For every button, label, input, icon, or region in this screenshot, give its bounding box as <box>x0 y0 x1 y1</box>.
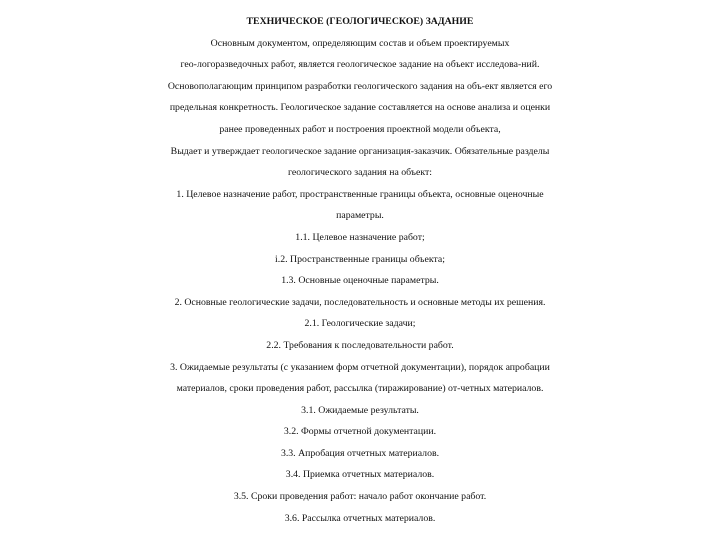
text-line: геологического задания на объект: <box>288 167 432 179</box>
list-item: 2.2. Требования к последовательности работ. <box>266 339 454 351</box>
list-item: параметры. <box>336 210 384 222</box>
list-item: 1.3. Основные оценочные параметры. <box>281 275 439 287</box>
text-line: гео-логоразведочных работ, является геологическое задание на объект исследова-ний. <box>180 59 540 71</box>
list-item: i.2. Пространственные границы объекта; <box>275 253 445 265</box>
list-item: 2.1. Геологические задачи; <box>304 318 416 330</box>
list-item: 3.2. Формы отчетной документации. <box>283 426 437 438</box>
list-item: 3.6. Рассылка отчетных материалов. <box>284 512 436 524</box>
list-item: 3.1. Ожидаемые результаты. <box>301 404 419 416</box>
list-item: 3.4. Приемка отчетных материалов. <box>285 469 435 481</box>
text-line: Основным документом, определяющим состав и объем проектируемых <box>210 37 510 49</box>
list-item: 1.1. Целевое назначение работ; <box>295 231 425 243</box>
list-item: 1. Целевое назначение работ, пространственные границы объекта, основные оценочные <box>176 188 544 200</box>
document-title: ТЕХНИЧЕСКОЕ (ГЕОЛОГИЧЕСКОЕ) ЗАДАНИЕ <box>246 16 474 27</box>
text-line: Выдает и утверждает геологическое задание организация-заказчик. Обязательные разделы <box>170 145 550 157</box>
list-item: материалов, сроки проведения работ, рассылка (тиражирование) от-четных материалов. <box>176 383 544 395</box>
list-item: 3. Ожидаемые результаты (с указанием форм отчетной документации), порядок апробации <box>170 361 550 373</box>
text-line: Основополагающим принципом разработки геологического задания на объ-ект является его <box>167 80 553 92</box>
document-body <box>0 33 720 530</box>
text-line: ранее проведенных работ и построения проектной модели объекта, <box>219 123 501 135</box>
text-line: предельная конкретность. Геологическое задание составляется на основе анализа и оценки <box>169 102 551 114</box>
list-item: 3.5. Сроки проведения работ: начало работ окончание работ. <box>233 491 487 503</box>
list-item: 3.3. Апробация отчетных материалов. <box>280 447 440 459</box>
list-item: 2. Основные геологические задачи, последовательность и основные методы их решения. <box>174 296 546 308</box>
